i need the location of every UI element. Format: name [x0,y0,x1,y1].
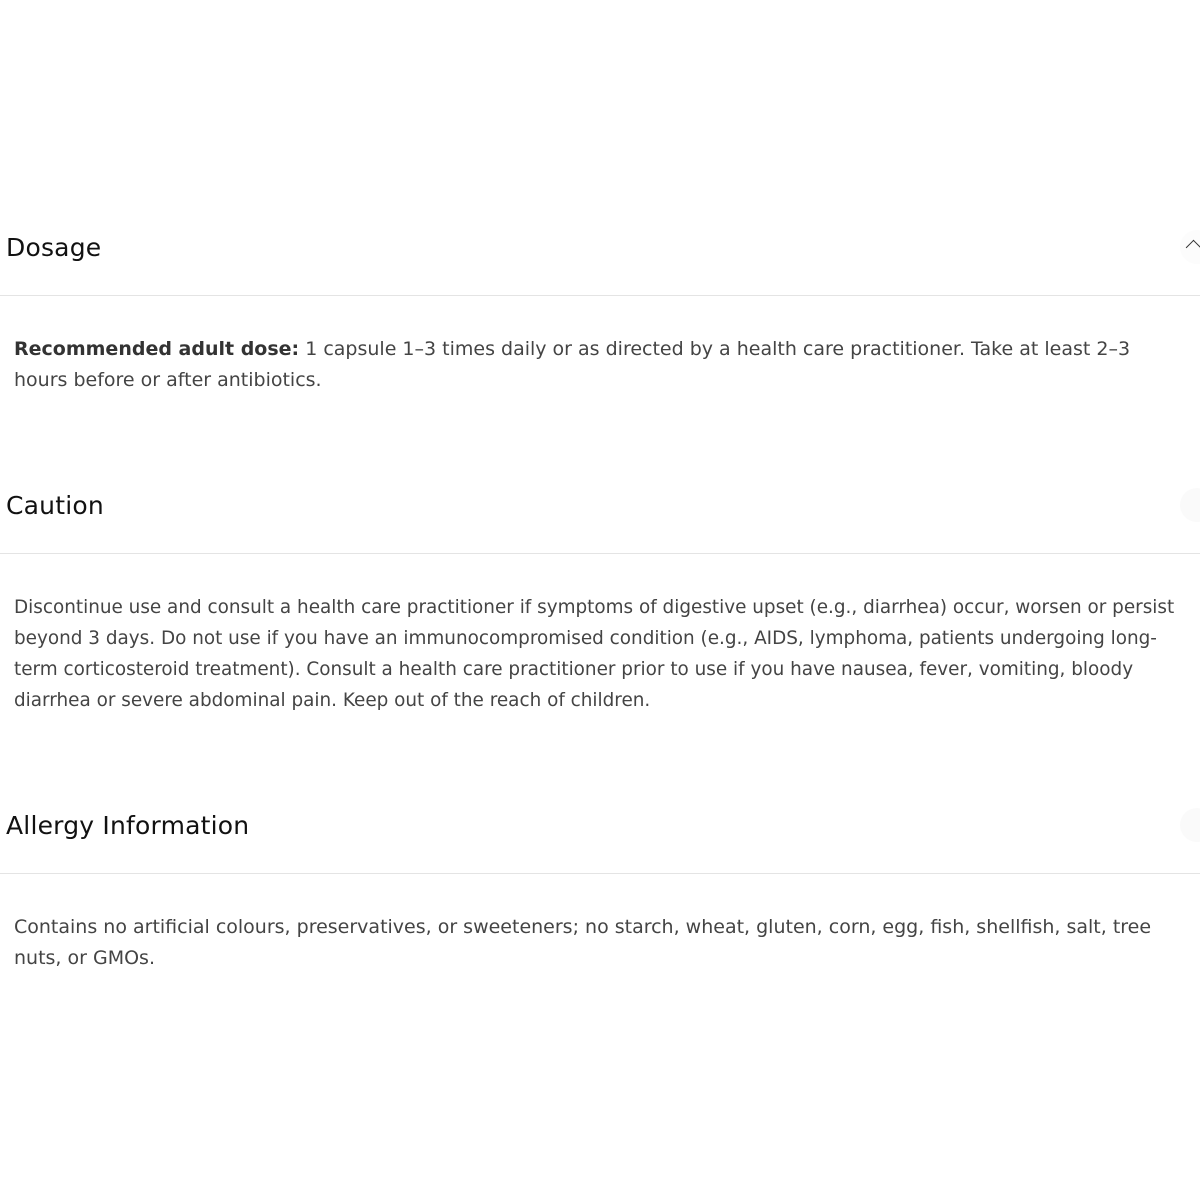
dosage-header[interactable] [0,200,1200,296]
dosage-title: Dosage [6,233,102,262]
allergy-toggle-button[interactable] [1180,808,1200,842]
caution-text: Discontinue use and consult a health care practitioner if symptoms of digestive upset (e.g., diarrhea) occur, worsen or persist beyond 3 days. Do not use if you have an immunocompromised condition (e.g., AIDS, lymphoma, patients undergoing long-term corticosteroid treatment). Consult a health care practitioner prior to use if you have nausea, fever, vomiting, bloody diarrhea or severe abdominal pain. Keep out of the reach of children. [14,597,1175,711]
caution-toggle-button[interactable] [1180,488,1200,522]
dosage-section [0,200,1200,396]
dosage-content [0,296,1186,396]
caution-title: Caution [6,491,104,520]
caution-content [0,554,1186,716]
dosage-toggle-button[interactable] [1180,230,1200,264]
allergy-title: Allergy Information [6,811,250,840]
caution-section [0,458,1200,716]
dosage-lead: Recommended adult dose: [14,338,300,360]
allergy-header[interactable] [0,778,1200,874]
dosage-text [14,334,1186,396]
chevron-up-icon [1186,240,1200,256]
allergy-content [0,874,1186,974]
allergy-text: Contains no artificial colours, preservatives, or sweeteners; no starch, wheat, gluten, corn, egg, fish, shellfish, salt, tree nuts, or GMOs. [14,916,1152,969]
allergy-section [0,778,1200,974]
dosage-description: 1 capsule 1–3 times daily or as directed by a health care practitioner. Take at least 2–3 hours before or after antibiotics. [14,338,1131,391]
caution-header[interactable] [0,458,1200,554]
